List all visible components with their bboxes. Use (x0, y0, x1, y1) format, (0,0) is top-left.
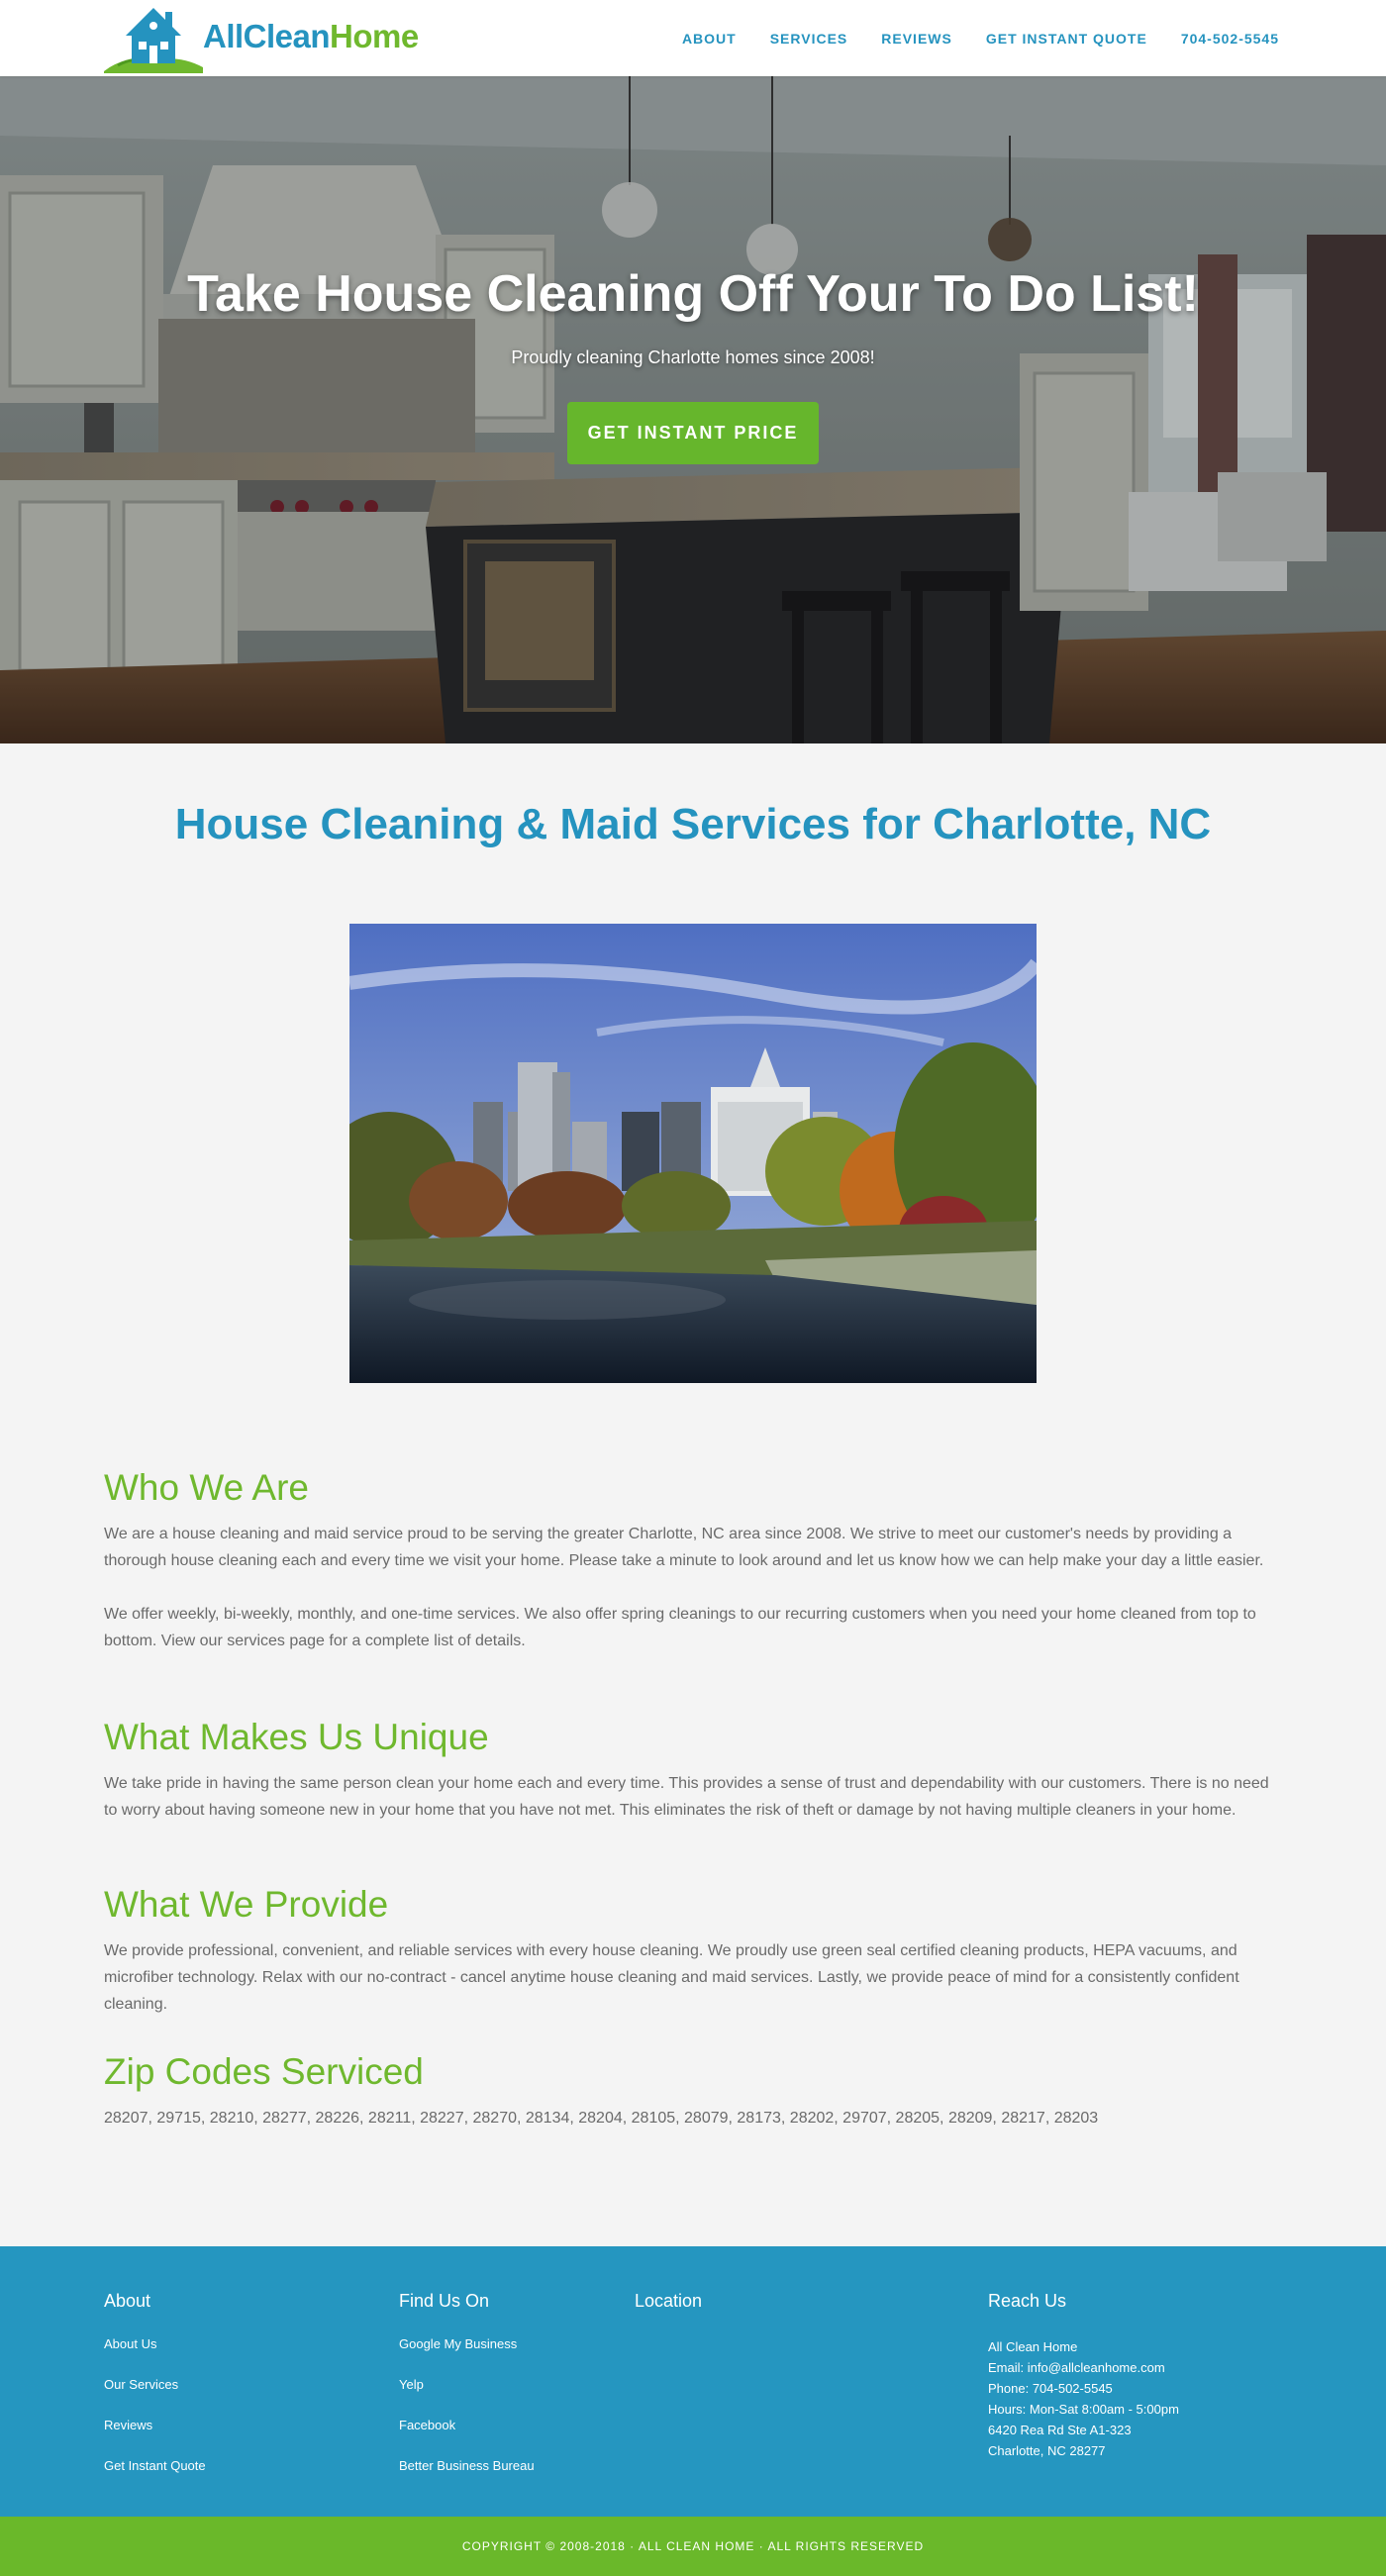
footer-link-get-instant-quote[interactable]: Get Instant Quote (104, 2458, 206, 2473)
footer-location-column (635, 2291, 702, 2336)
hero-subtitle: Proudly cleaning Charlotte homes since 2008! (511, 347, 875, 367)
site-footer (0, 2246, 1386, 2517)
logo-text-allclean: AllClean (203, 18, 331, 54)
section-paragraph: We offer weekly, bi-weekly, monthly, and one-time services. We also offer spring cleanings to our recurring customers when you need your home cleaned from top to bottom. View our services page for a complete list of details. (104, 1606, 1256, 1649)
hero-banner (0, 76, 1386, 743)
site-logo[interactable] (104, 2, 419, 73)
section-who-we-are (104, 1467, 1282, 1654)
nav-phone[interactable]: 704-502-5545 (1180, 30, 1279, 47)
get-instant-price-button[interactable]: GET INSTANT PRICE (567, 402, 819, 464)
section-what-makes-us-unique (104, 1717, 1282, 1824)
footer-find-us-column (399, 2291, 535, 2499)
footer-link-reviews[interactable]: Reviews (104, 2418, 153, 2432)
charlotte-skyline-image (349, 924, 1037, 1383)
section-heading: What We Provide (104, 1884, 389, 1925)
footer-link-bbb[interactable]: Better Business Bureau (399, 2458, 535, 2473)
footer-company-name: All Clean Home (988, 2339, 1078, 2354)
footer-heading: Find Us On (399, 2291, 490, 2311)
section-paragraph: We provide professional, convenient, and reliable services with every house cleaning. We proudly use green seal certified cleaning products, HEPA vacuums, and microfiber technology. Relax with our no-contract - cancel anytime house cleaning and maid services. Lastly, we provide peace of mind for a consistently confident cleaning. (104, 1942, 1239, 2013)
logo-wordmark (203, 18, 419, 55)
footer-link-facebook[interactable]: Facebook (399, 2418, 456, 2432)
section-zip-codes (104, 2051, 1282, 2131)
footer-hours: Hours: Mon-Sat 8:00am - 5:00pm (988, 2402, 1179, 2417)
page-title: House Cleaning & Maid Services for Charlotte, NC (174, 800, 1212, 848)
hero-content (0, 76, 1386, 743)
footer-link-google[interactable]: Google My Business (399, 2336, 518, 2351)
zip-code-list: 28207, 29715, 28210, 28277, 28226, 28211, 28227, 28270, 28134, 28204, 28105, 28079, 28173, 28202, 29707, 28205, 28209, 28217, 28203 (104, 2110, 1099, 2127)
section-paragraph: We take pride in having the same person clean your home each and every time. This provides a sense of trust and dependability with our customers. There is no need to worry about having someone new in your home that you have not met. This eliminates the risk of theft or damage by not having multiple cleaners in your home. (104, 1775, 1269, 1819)
section-what-we-provide (104, 1884, 1282, 2018)
footer-address-street: 6420 Rea Rd Ste A1-323 (988, 2423, 1132, 2437)
nav-menu (682, 0, 1279, 76)
nav-get-instant-quote[interactable]: GET INSTANT QUOTE (985, 30, 1147, 47)
nav-about[interactable]: ABOUT (681, 30, 737, 47)
footer-heading: Reach Us (988, 2291, 1067, 2311)
footer-about-column (104, 2291, 206, 2499)
section-heading: Zip Codes Serviced (104, 2051, 424, 2092)
house-logo-icon (104, 2, 203, 73)
footer-link-yelp[interactable]: Yelp (399, 2377, 424, 2392)
top-nav (0, 0, 1386, 76)
footer-link-about-us[interactable]: About Us (104, 2336, 157, 2351)
footer-address-city: Charlotte, NC 28277 (988, 2443, 1106, 2458)
footer-reach-us-column (988, 2291, 1179, 2461)
footer-link-our-services[interactable]: Our Services (104, 2377, 179, 2392)
footer-email[interactable]: Email: info@allcleanhome.com (988, 2360, 1165, 2375)
hero-title: Take House Cleaning Off Your To Do List! (187, 265, 1199, 323)
nav-reviews[interactable]: REVIEWS (881, 30, 952, 47)
section-heading: Who We Are (104, 1467, 310, 1508)
section-paragraph: We are a house cleaning and maid service proud to be serving the greater Charlotte, NC area since 2008. We strive to meet our customer's needs by providing a thorough house cleaning each and every time we visit your home. Please take a minute to look around and let us know how we can help make your day a little easier. (104, 1526, 1264, 1569)
footer-heading: About (104, 2291, 151, 2311)
footer-phone[interactable]: Phone: 704-502-5545 (988, 2381, 1113, 2396)
section-heading: What Makes Us Unique (104, 1717, 489, 1757)
nav-services[interactable]: SERVICES (769, 30, 848, 47)
copyright-bar: COPYRIGHT © 2008-2018 · ALL CLEAN HOME · ALL RIGHTS RESERVED (0, 2517, 1386, 2576)
footer-heading: Location (635, 2291, 703, 2311)
logo-text-home: Home (330, 18, 419, 54)
